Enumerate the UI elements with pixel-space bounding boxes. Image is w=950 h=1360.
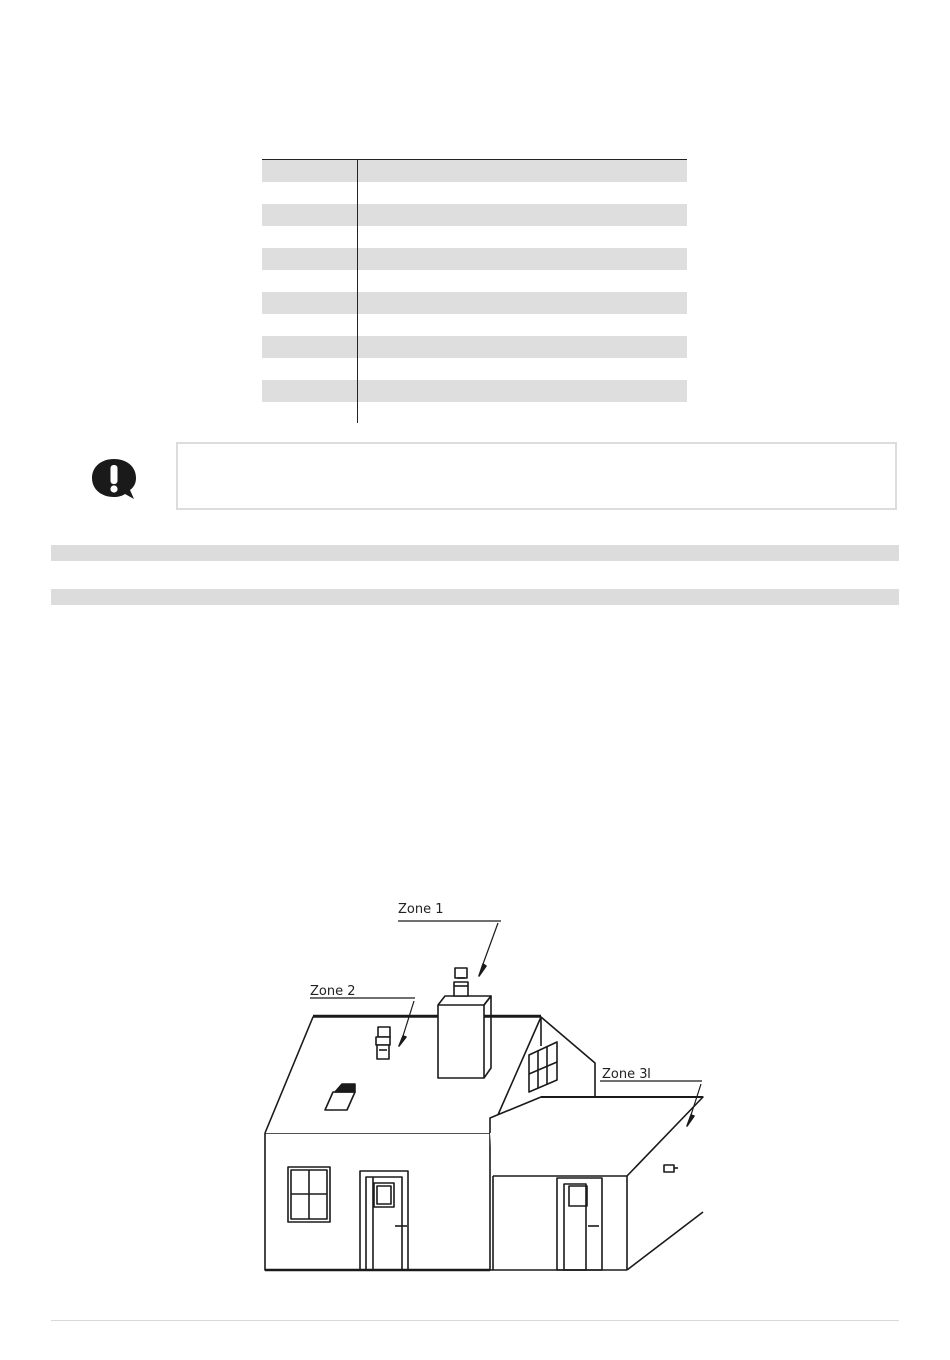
table-row: [262, 160, 687, 182]
table-row: [262, 226, 687, 248]
table-row: [262, 358, 687, 380]
table-row: [262, 182, 687, 204]
table-row: [262, 248, 687, 270]
table-row: [262, 204, 687, 226]
zone-1-label: Zone 1: [398, 902, 444, 917]
table-row: [262, 314, 687, 336]
house-flue-zones-figure: [255, 890, 710, 1275]
table-column-divider: [357, 159, 358, 423]
table-row: [262, 270, 687, 292]
section-heading-band: [51, 589, 899, 605]
table-row: [262, 336, 687, 358]
table-row: [262, 292, 687, 314]
section-heading-band: [51, 545, 899, 561]
exclamation-speech-bubble-icon: [90, 457, 138, 501]
chimney: [438, 1005, 484, 1078]
zone-2-label: Zone 2: [310, 984, 356, 999]
table-row: [262, 380, 687, 402]
footer-rule: [51, 1320, 899, 1321]
note-box: [176, 442, 897, 510]
zone-3-label: Zone 3: [602, 1067, 648, 1082]
